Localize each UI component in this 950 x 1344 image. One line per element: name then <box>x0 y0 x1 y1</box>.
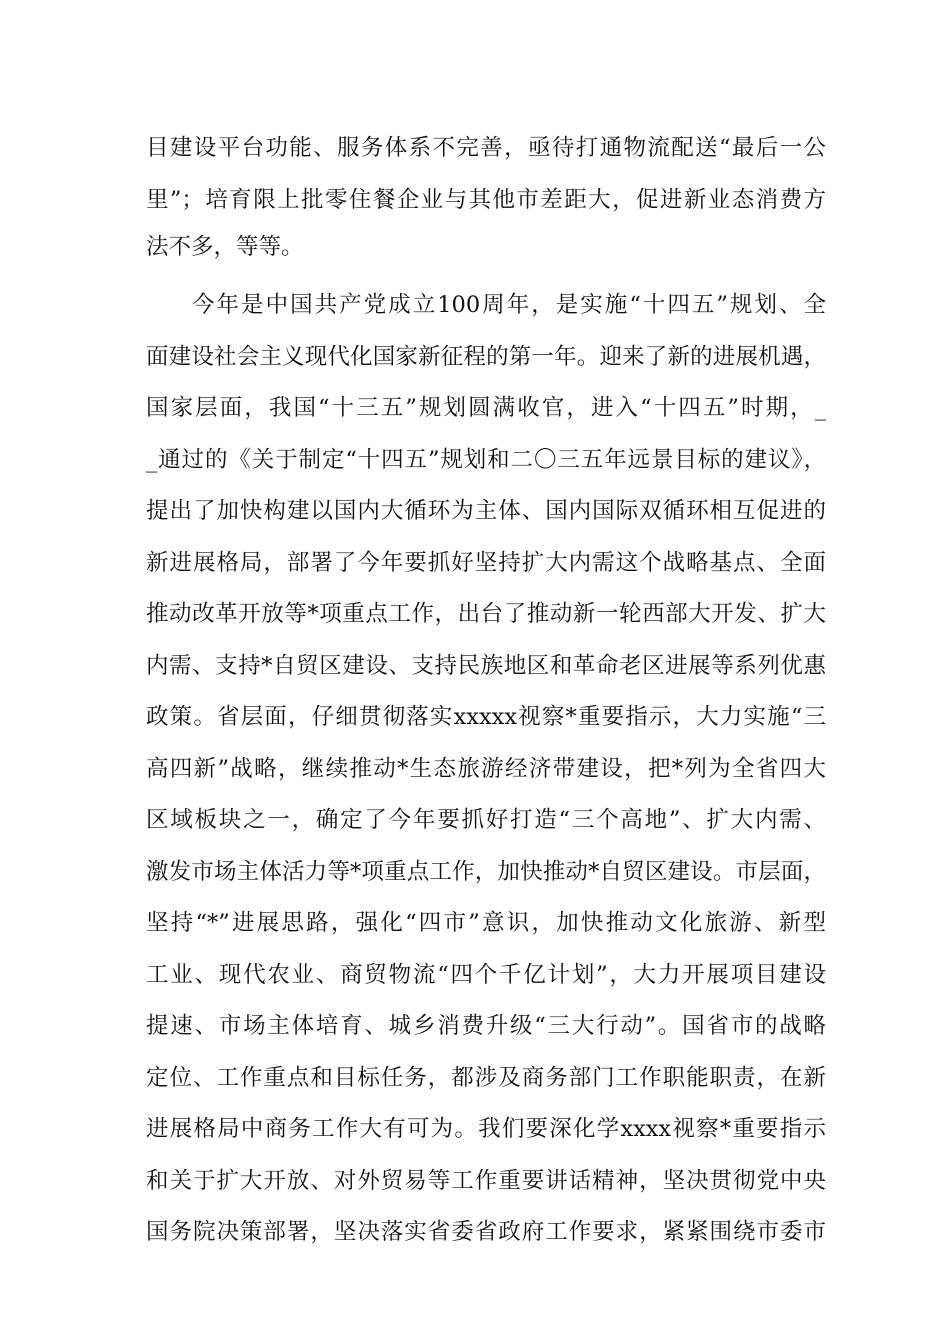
text-line: 坚持“*”进展思路，强化“四市”意识，加快推动文化旅游、新型 <box>146 910 826 936</box>
text-line: 和关于扩大开放、对外贸易等工作重要讲话精神，坚决贯彻党中央 <box>146 1168 826 1194</box>
text-line: 内需、支持*自贸区建设、支持民族地区和革命老区进展等系列优惠 <box>146 653 826 679</box>
text-line: 定位、工作重点和目标任务，都涉及商务部门工作职能职责，在新 <box>146 1065 826 1091</box>
text-line: 新进展格局，部署了今年要抓好坚持扩大内需这个战略基点、全面 <box>146 550 826 576</box>
text-line: 进展格局中商务工作大有可为。我们要深化学xxxx视察*重要指示 <box>146 1116 826 1142</box>
text-line: 高四新”战略，继续推动*生态旅游经济带建设，把*列为全省四大 <box>146 756 826 782</box>
text-line: 今年是中国共产党成立100周年，是实施“十四五”规划、全 <box>192 292 826 318</box>
text-line: 区域板块之一，确定了今年要抓好打造“三个高地”、扩大内需、 <box>146 807 826 833</box>
text-line: 推动改革开放等*项重点工作，出台了推动新一轮西部大开发、扩大 <box>146 601 826 627</box>
text-line: 目建设平台功能、服务体系不完善，亟待打通物流配送“最后一公 <box>146 135 826 161</box>
text-line: 里”；培育限上批零住餐企业与其他市差距大，促进新业态消费方 <box>146 187 826 213</box>
text-line: 面建设社会主义现代化国家新征程的第一年。迎来了新的进展机遇， <box>146 344 826 370</box>
text-line: 激发市场主体活力等*项重点工作，加快推动*自贸区建设。市层面， <box>146 859 826 885</box>
text-line: 国务院决策部署，坚决落实省委省政府工作要求，紧紧围绕市委市 <box>146 1219 826 1245</box>
text-line: 工业、现代农业、商贸物流“四个千亿计划”，大力开展项目建设 <box>146 962 826 988</box>
text-line: 提出了加快构建以国内大循环为主体、国内国际双循环相互促进的 <box>146 498 826 524</box>
text-line: 国家层面，我国“十三五”规划圆满收官，进入“十四五”时期，_ <box>146 395 826 421</box>
text-line: 法不多，等等。 <box>146 234 304 260</box>
text-line: 政策。省层面，仔细贯彻落实xxxxx视察*重要指示，大力实施“三 <box>146 704 826 730</box>
text-line: _通过的《关于制定“十四五”规划和二〇三五年远景目标的建议》， <box>146 447 826 473</box>
text-line: 提速、市场主体培育、城乡消费升级“三大行动”。国省市的战略 <box>146 1013 826 1039</box>
